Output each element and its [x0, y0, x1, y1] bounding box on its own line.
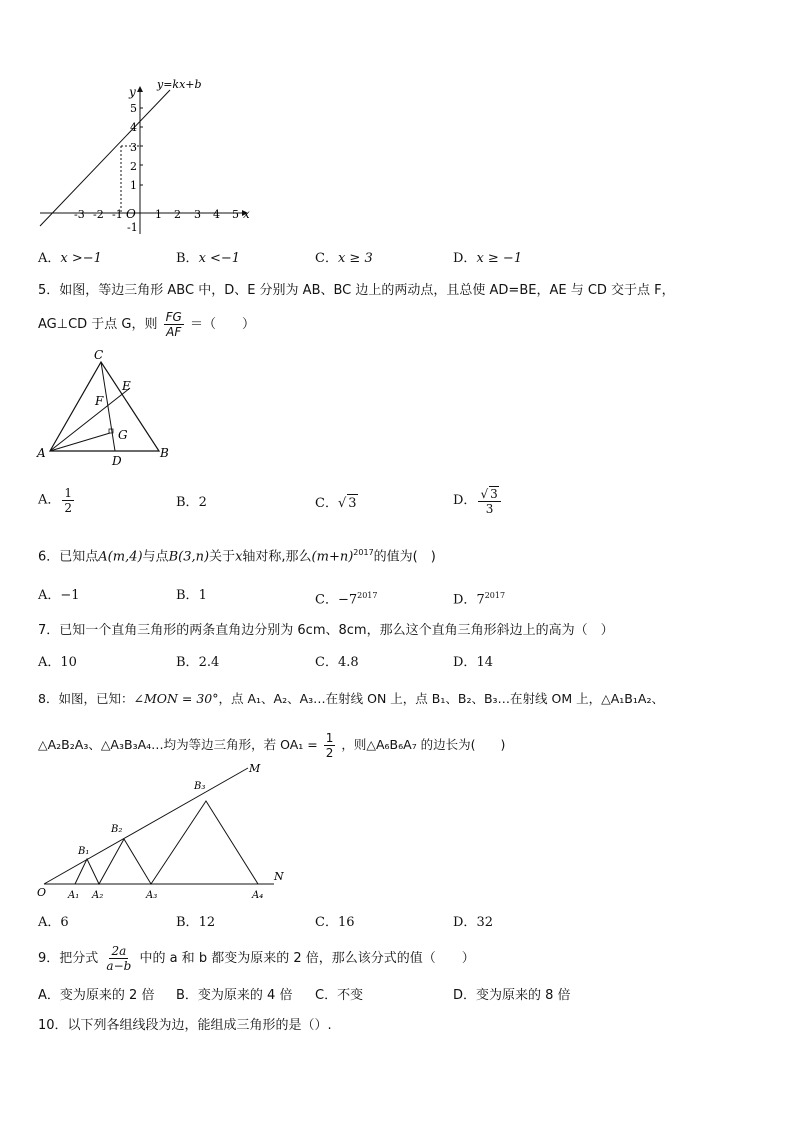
q6-option-b[interactable]: B．1 [176, 588, 207, 603]
x-tick: 3 [194, 208, 201, 221]
origin-label: O [126, 207, 136, 221]
q7-option-a[interactable]: A．10 [38, 655, 77, 670]
y-tick: 1 [130, 179, 137, 192]
x-tick: 5 [232, 208, 239, 221]
x-tick: -1 [112, 208, 123, 221]
svg-text:B₃: B₃ [194, 781, 206, 792]
svg-text:M: M [249, 762, 261, 775]
q5-stem-line2: AG⊥CD 于点 G，则 $\frac{FG}{AF}$ ＝（ ） [38, 310, 255, 339]
q5-stem-line1: 5．如图，等边三角形 ABC 中，D、E 分别为 AB、BC 边上的两动点，且总使 AD=BE，AE 与 CD 交于点 F， [38, 283, 675, 298]
x-tick: -3 [74, 208, 85, 221]
q5-triangle-figure [34, 345, 184, 470]
q5-option-a[interactable]: A． $\frac{1}{2}$ [38, 486, 73, 515]
svg-text:N: N [274, 870, 284, 883]
q6-option-a[interactable]: A．−1 [38, 588, 80, 603]
q4-option-b[interactable]: B．x <−1 [176, 251, 241, 266]
q10-stem: 10．以下列各组线段为边，能组成三角形的是（）. [38, 1018, 332, 1033]
q9-option-c[interactable]: C．不变 [315, 988, 364, 1003]
y-axis-label: y [129, 85, 136, 99]
y-tick: -1 [127, 221, 138, 234]
y-axis-arrow [137, 86, 143, 92]
x-tick: 2 [174, 208, 181, 221]
q4-option-c[interactable]: C．x ≥ 3 [315, 251, 373, 266]
q8-option-d[interactable]: D．32 [453, 915, 493, 930]
q8-option-a[interactable]: A．6 [38, 915, 69, 930]
svg-text:D: D [112, 454, 122, 468]
q7-option-b[interactable]: B．2.4 [176, 655, 220, 670]
line-label: y=kx+b [157, 78, 202, 91]
q5-option-c[interactable]: C．√ 3 [315, 496, 357, 511]
q8-stem-line1: 8．如图，已知：∠MON = 30°，点 A₁、A₂、A₃…在射线 ON 上，点 B₁、B₂、B₃…在射线 OM 上，△A₁B₁A₂、 [38, 691, 664, 706]
q8-option-c[interactable]: C．16 [315, 915, 355, 930]
svg-text:B₁: B₁ [78, 846, 90, 857]
svg-text:O: O [37, 886, 47, 899]
svg-text:B₂: B₂ [111, 824, 123, 835]
q6-option-d[interactable]: D．$7^{2017}$ [453, 591, 506, 608]
line-y-kx-b [40, 90, 170, 226]
svg-text:B: B [160, 446, 169, 460]
q9-option-a[interactable]: A．变为原来的 2 倍 [38, 988, 155, 1003]
svg-text:A₄: A₄ [252, 890, 264, 901]
x-tick: -2 [93, 208, 104, 221]
q8-equilateral-chain-figure [34, 762, 294, 904]
y-tick: 3 [130, 141, 137, 154]
q5-fraction: $\frac{FG}{AF}$ [165, 310, 182, 339]
q8-option-b[interactable]: B．12 [176, 915, 216, 930]
svg-text:F: F [95, 394, 104, 408]
q8-stem-line2: △A₂B₂A₃、△A₃B₃A₄…均为等边三角形，若 OA₁ = $\frac{1}{2}$ ，则△A₆B₆A₇ 的边长为( ) [38, 731, 506, 760]
q7-stem: 7．已知一个直角三角形的两条直角边分别为 6cm、8cm，那么这个直角三角形斜边上的高为（ ） [38, 623, 614, 638]
x-axis-label: x [243, 207, 250, 221]
svg-text:A₃: A₃ [146, 890, 158, 901]
q6-stem: 6．已知点A(m,4)与点B(3,n)关于x轴对称,那么$(m+n)^{2017}$的值为( ) [38, 548, 436, 565]
y-tick: 4 [130, 121, 137, 134]
svg-text:C: C [94, 348, 104, 362]
svg-text:A: A [37, 446, 46, 460]
q5-option-d[interactable]: D． $\frac{√ 3}{3}$ [453, 486, 503, 516]
q7-option-c[interactable]: C．4.8 [315, 655, 359, 670]
svg-text:G: G [118, 428, 128, 442]
svg-text:A₁: A₁ [68, 890, 80, 901]
y-tick: 2 [130, 160, 137, 173]
q7-option-d[interactable]: D．14 [453, 655, 493, 670]
q9-option-b[interactable]: B．变为原来的 4 倍 [176, 988, 293, 1003]
q4-linear-graph [30, 74, 260, 239]
x-tick: 1 [155, 208, 162, 221]
svg-text:E: E [122, 379, 131, 393]
x-tick: 4 [213, 208, 220, 221]
q4-option-d[interactable]: D．x ≥ −1 [453, 251, 523, 266]
q5-option-b[interactable]: B．2 [176, 495, 207, 510]
y-tick: 5 [130, 102, 137, 115]
q9-stem: 9．把分式 $\frac{2a}{a-b}$ 中的 a 和 b 都变为原来的 2 倍，那么该分式的值（ ） [38, 944, 475, 973]
svg-text:A₂: A₂ [92, 890, 104, 901]
q9-option-d[interactable]: D．变为原来的 8 倍 [453, 988, 571, 1003]
q4-option-a[interactable]: A．x >−1 [38, 251, 102, 266]
q6-option-c[interactable]: C．$-7^{2017}$ [315, 591, 378, 608]
